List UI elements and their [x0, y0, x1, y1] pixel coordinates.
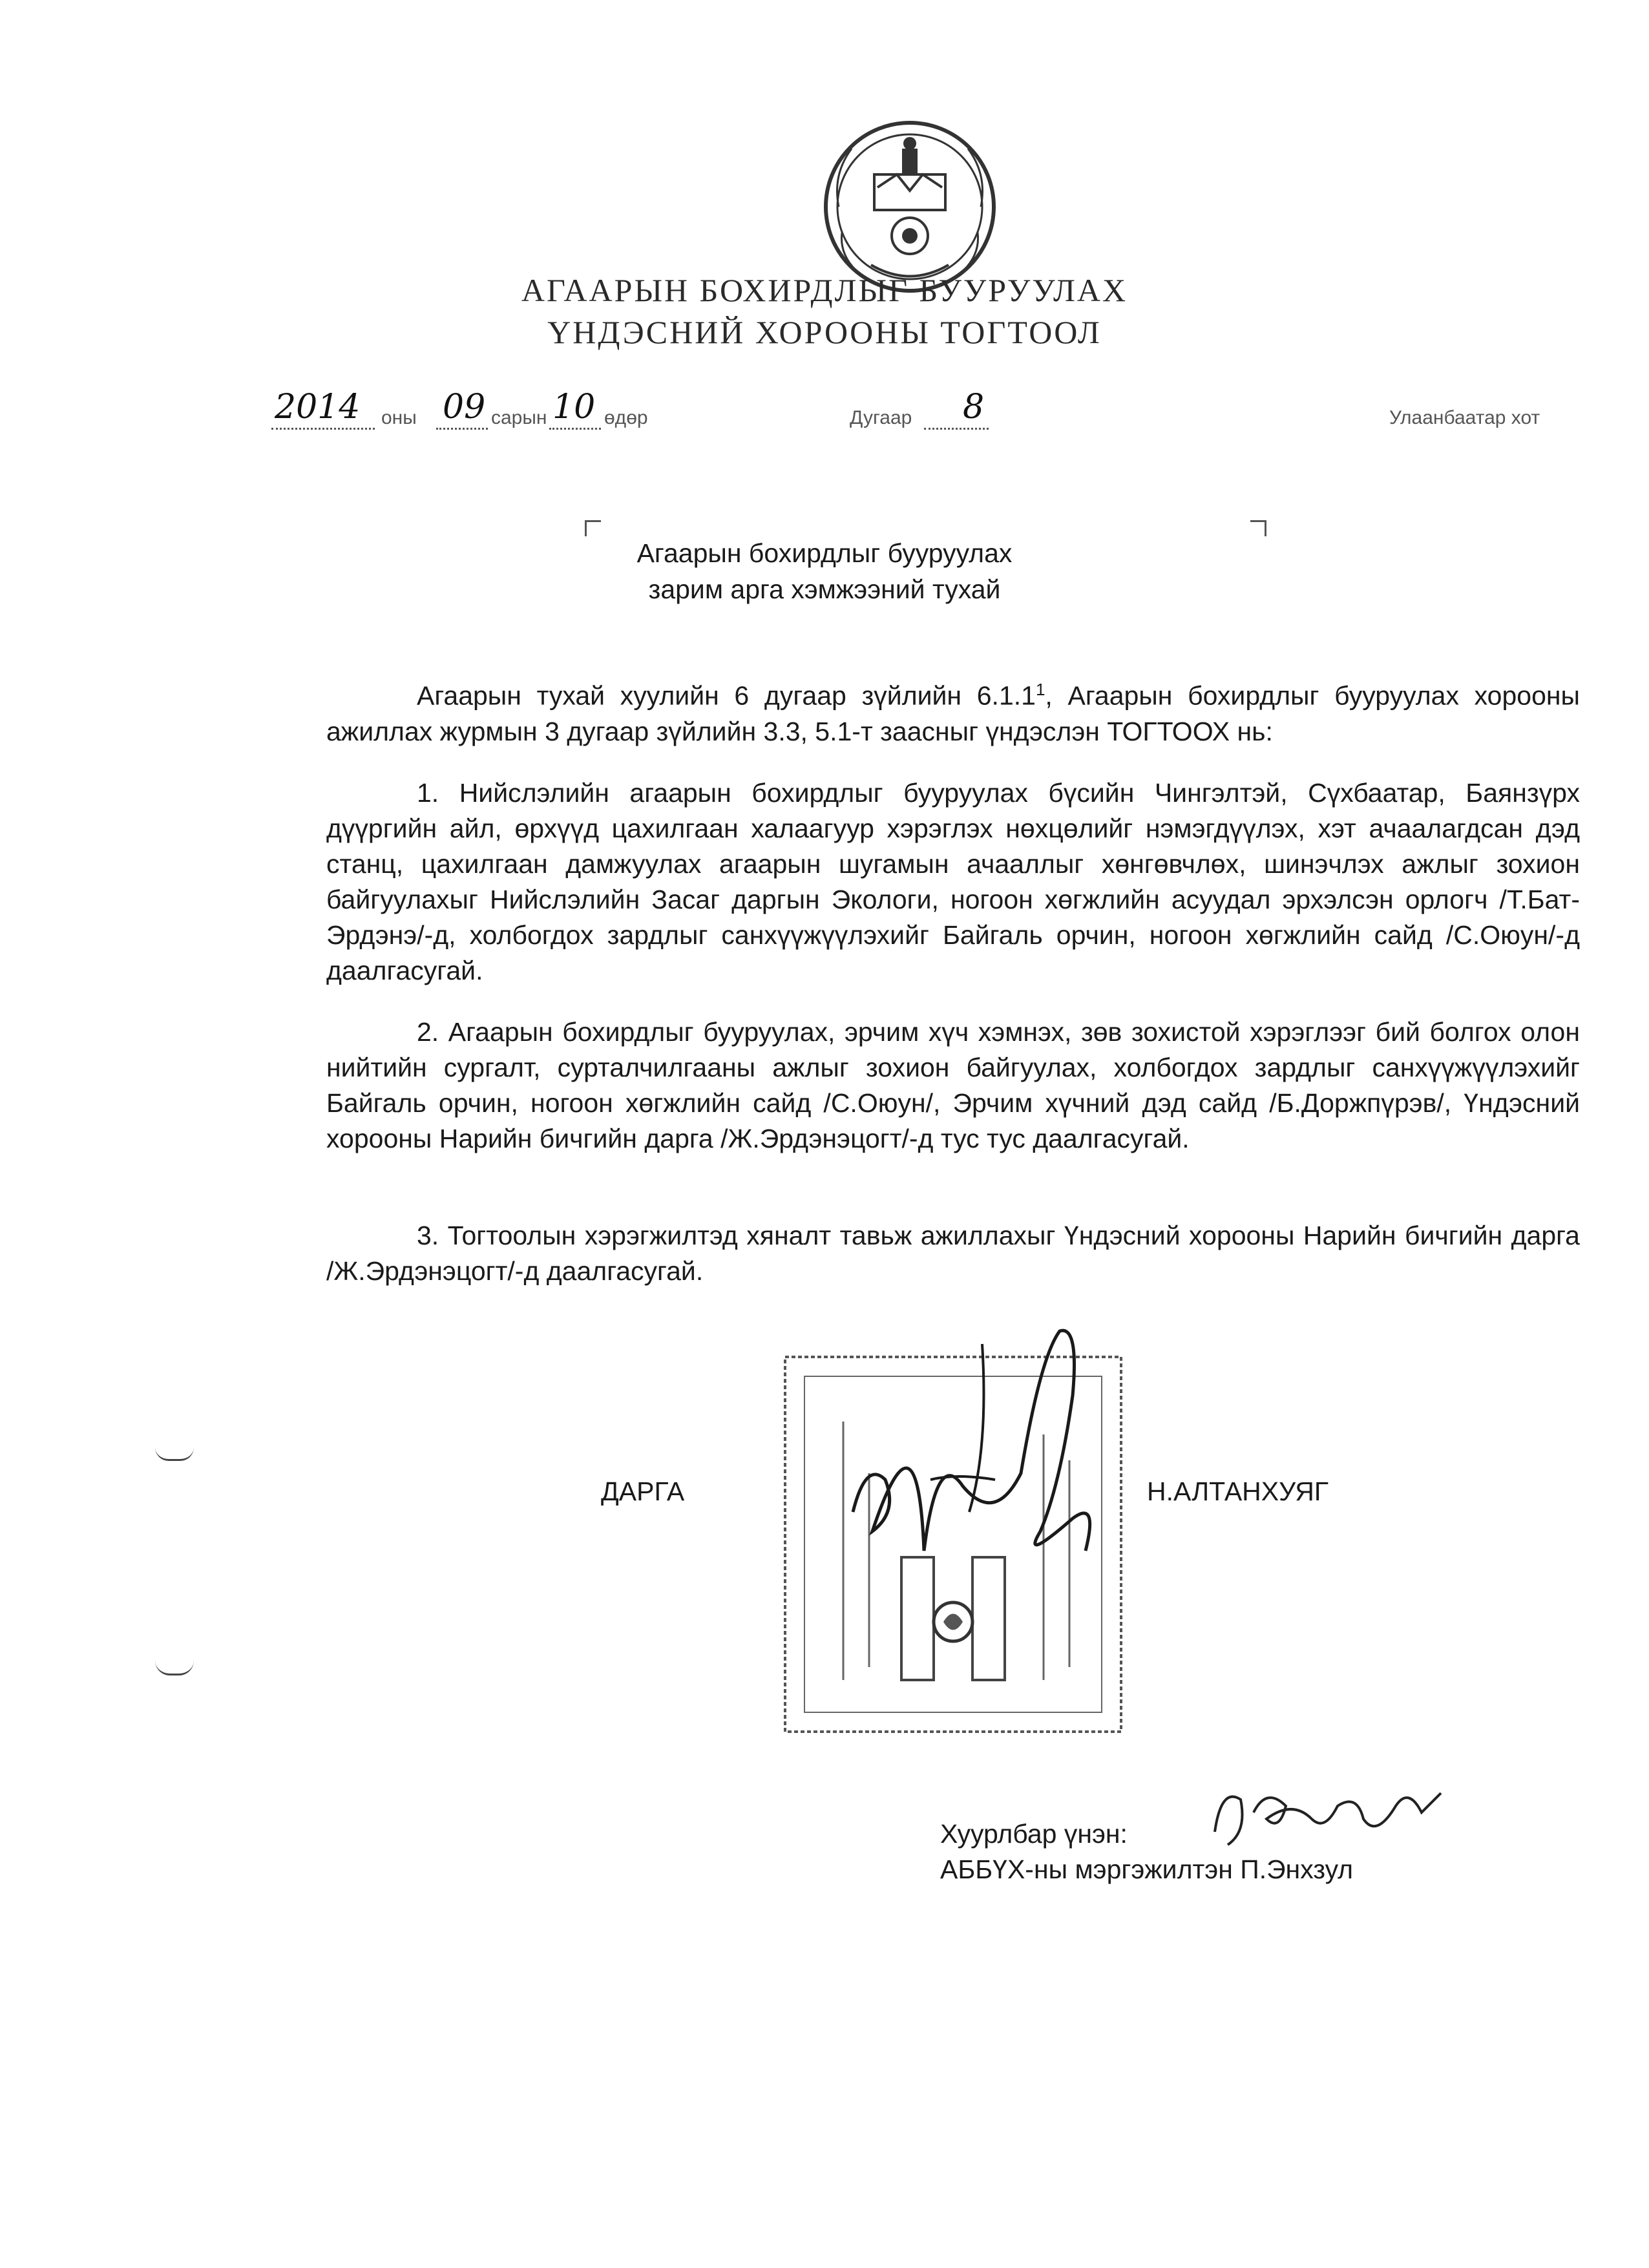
- day-suffix: өдөр: [604, 407, 648, 428]
- month-handwritten: 09: [443, 388, 486, 426]
- number-handwritten: 8: [963, 388, 985, 426]
- subject-corner-left: [585, 520, 601, 536]
- number-label: Дугаар: [850, 407, 912, 428]
- preamble-paragraph: [326, 672, 1580, 750]
- subject-line1: Агаарын бохирдлыг бууруулах: [636, 538, 1013, 568]
- org-title-line1: АГААРЫН БОХИРДЛЫГ БУУРУУЛАХ: [521, 272, 1128, 308]
- decision-item-1: 1. Нийслэлийн агаарын бохирдлыг бууруулах бүсийн Чингэлтэй, Сүхбаатар, Баянзүрх дүүргийн айл, өрхүүд цахилгаан халаагуур хэрэглэх нөхцөлийг нэмэгдүүлэх, хэт ачаалагдсан дэд станц, цахилгаан дамжуулах агаарын шугамын ачааллыг хөнгөвчлөх, шинэчлэх ажлыг зохион байгуулахыг Нийслэлийн Засаг даргын Экологи, ногоон хөгжлийн асуудал эрхэлсэн орлогч /Т.Бат-Эрдэнэ/-д, холбогдох зардлыг санхүүжүүлэхийг Байгаль орчин, ногоон хөгжлийн сайд /С.Оюун/-д даалгасугай.: [326, 778, 1580, 985]
- scan-mark-top: [155, 1661, 194, 1675]
- chairman-signature: [827, 1318, 1163, 1602]
- subject-title: [0, 535, 1649, 607]
- certifier-signature: [1208, 1774, 1447, 1858]
- document-meta-line: [0, 388, 1649, 439]
- certifier-line: АББҮХ-ны мэргэжилтэн П.Энхзул: [940, 1854, 1354, 1884]
- subject-line2: зарим арга хэмжээний тухай: [648, 574, 1001, 604]
- preamble-superscript: 1: [1035, 680, 1045, 699]
- place-label: Улаанбаатар хот: [1389, 407, 1540, 428]
- org-title-line2: ҮНДЭСНИЙ ХОРООНЫ ТОГТООЛ: [547, 314, 1102, 350]
- subject-corner-right: [1250, 520, 1266, 536]
- certification-label: Хуурлбар үнэн:: [940, 1819, 1128, 1849]
- preamble-text-2: , Агаарын бохирдлыг бууруулах хорооны ажиллах журмын 3 дугаар зүйлийн 3.3, 5.1-т заасныг үндэслэн ТОГТООХ нь:: [326, 680, 1580, 746]
- signatory-name: Н.АЛТАНХУЯГ: [1147, 1476, 1329, 1506]
- scan-mark-bottom: [155, 1447, 194, 1461]
- year-suffix: оны: [381, 407, 417, 428]
- preamble-text-1: Агаарын тухай хуулийн 6 дугаар зүйлийн 6.1.1: [417, 680, 1036, 711]
- decision-item-2: 2. Агаарын бохирдлыг бууруулах, эрчим хүч хэмнэх, зөв зохистой хэрэглээг бий болгох олон нийтийн сургалт, сурталчилгааны ажлыг зохион байгуулах, холбогдох зардлыг санхүүжүүлэхийг Байгаль орчин, ногоон хөгжлийн сайд /С.Оюун/, Эрчим хүчний дэд сайд /Б.Доржпүрэв/, Үндэсний хорооны Нарийн бичгийн дарга /Ж.Эрдэнэцогт/-д тус тус даалгасугай.: [326, 1017, 1580, 1153]
- year-handwritten: 2014: [275, 388, 361, 426]
- signatory-title: ДАРГА: [601, 1476, 685, 1506]
- day-handwritten: 10: [552, 388, 596, 426]
- month-suffix: сарын: [491, 407, 547, 428]
- decision-item-3: 3. Тогтоолын хэрэгжилтэд хяналт тавьж ажиллахыг Үндэсний хорооны Нарийн бичгийн дарга /Ж.Эрдэнэцогт/-д даалгасугай.: [326, 1221, 1580, 1286]
